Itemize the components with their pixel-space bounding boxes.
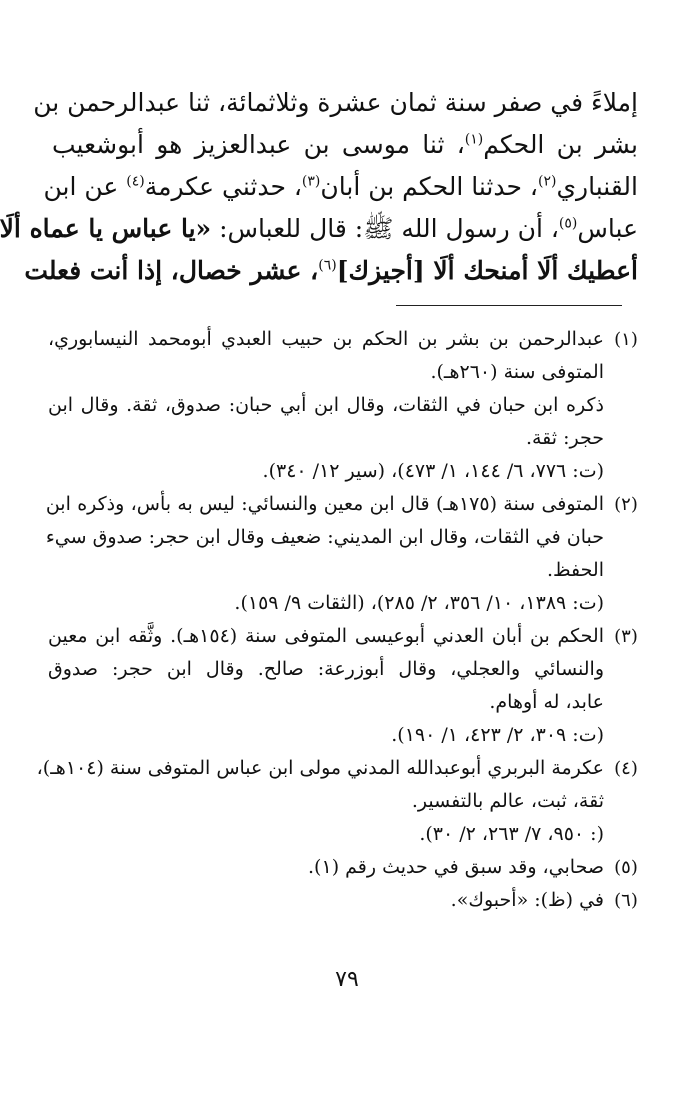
- footnote-number: (٥): [614, 857, 638, 878]
- footnote-line: عكرمة البربري أبوعبدالله المدني مولى ابن عباس المتوفى سنة (١٠٤هـ)،: [36, 757, 604, 779]
- main-text-line: [43, 166, 638, 208]
- footnote-line: والنسائي والعجلي، وقال أبوزرعة: صالح. وقال ابن حجر: صدوق: [48, 658, 604, 680]
- footnote-reference: (٣): [301, 173, 321, 190]
- footnote-body: [48, 620, 604, 752]
- footnote-line: حجر: ثقة.: [525, 427, 604, 449]
- footnote: [48, 851, 648, 884]
- footnote-line: ذكره ابن حبان في الثقات، وقال ابن أبي حبان: صدوق، ثقة. وقال ابن: [48, 394, 604, 416]
- footnote-divider: [396, 305, 622, 306]
- main-text-line: [0, 208, 638, 250]
- footnote-line: الحفظ.: [546, 559, 604, 581]
- footnote-line: عبدالرحمن بن بشر بن الحكم بن حبيب العبدي أبومحمد النيسابوري،: [48, 328, 604, 350]
- main-text: [0, 82, 638, 292]
- footnote: [48, 884, 648, 917]
- footnote-line: (ت: ٧٧٦، ٦/ ١٤٤، ١/ ٤٧٣)، (سير ١٢/ ٣٤٠).: [262, 460, 604, 482]
- hadith-text: «يا عباس يا عماه ألَا: [0, 214, 212, 243]
- footnote-reference: (٥): [558, 215, 578, 232]
- footnote: [36, 752, 648, 851]
- footnote-number: (٢): [614, 494, 638, 515]
- footnote-line: المتوفى سنة (١٧٥هـ) قال ابن معين والنسائي: ليس به بأس، وذكره ابن: [45, 493, 604, 515]
- footnote-body: [48, 323, 604, 488]
- footnote-number: (٤): [614, 758, 638, 779]
- footnote: [48, 620, 648, 752]
- hadith-text: أعطيك ألَا أمنحك ألَا [أجيزك]: [336, 256, 638, 285]
- text-segment: عن ابن: [43, 172, 127, 201]
- hadith-text: ،: [301, 256, 319, 285]
- main-text-line: [24, 250, 638, 292]
- footnote-body: [37, 752, 604, 851]
- footnote-number: (٣): [614, 626, 638, 647]
- text-segment: ، حدثني عكرمة: [144, 172, 302, 201]
- text-segment: ، أن رسول الله ﷺ: قال للعباس:: [211, 214, 559, 243]
- footnote-body: [46, 488, 604, 620]
- footnote: [48, 323, 648, 488]
- footnote-line: صحابي، وقد سبق في حديث رقم (١).: [308, 856, 604, 878]
- text-segment: القنباري: [556, 172, 638, 201]
- footnote-number: (١): [614, 329, 638, 350]
- footnote-line: المتوفى سنة (٢٦٠هـ).: [430, 361, 604, 383]
- main-text-line: [52, 124, 638, 166]
- text-segment: ، ثنا موسى بن عبدالعزيز هو أبوشعيب: [52, 130, 465, 159]
- footnote-line: عابد، له أوهام.: [489, 691, 604, 713]
- footnote-line: حبان في الثقات، وقال ابن المديني: ضعيف وقال ابن حجر: صدوق سيء: [45, 526, 604, 548]
- footnote-reference: (٦): [318, 257, 337, 274]
- footnotes: [36, 323, 648, 917]
- footnote-reference: (٤): [126, 173, 145, 190]
- footnote-line: (ت: ٣٠٩، ٢/ ٤٢٣، ١/ ١٩٠).: [391, 724, 604, 746]
- footnote-body: [48, 884, 604, 917]
- footnote-body: [48, 851, 604, 884]
- footnote-line: (: ٩٥٠، ٧/ ٢٦٣، ٢/ ٣٠).: [419, 823, 604, 845]
- text-segment: إملاءً في صفر سنة ثمان عشرة وثلاثمائة، ثنا عبدالرحمن بن: [33, 88, 638, 117]
- footnote-line: في (ظ): «أحبوك».: [450, 889, 604, 911]
- footnote-reference: (٢): [537, 173, 557, 190]
- main-text-line: [33, 82, 638, 124]
- footnote-line: ثقة، ثبت، عالم بالتفسير.: [411, 790, 604, 812]
- footnote-number: (٦): [614, 890, 638, 911]
- text-segment: بشر بن الحكم: [483, 130, 638, 159]
- footnote-line: الحكم بن أبان العدني أبوعيسى المتوفى سنة (١٥٤هـ). وثَّقه ابن معين: [48, 625, 604, 647]
- hadith-text: عشر خصال، إذا أنت فعلت: [24, 256, 302, 285]
- footnote: [45, 488, 648, 620]
- page-number: ٧٩: [335, 967, 359, 992]
- text-segment: عباس: [577, 214, 638, 243]
- footnote-reference: (١): [464, 131, 484, 148]
- text-segment: ، حدثنا الحكم بن أبان: [320, 172, 538, 201]
- footnote-line: (ت: ١٣٨٩، ١٠/ ٣٥٦، ٢/ ٢٨٥)، (الثقات ٩/ ١٥٩).: [234, 592, 604, 614]
